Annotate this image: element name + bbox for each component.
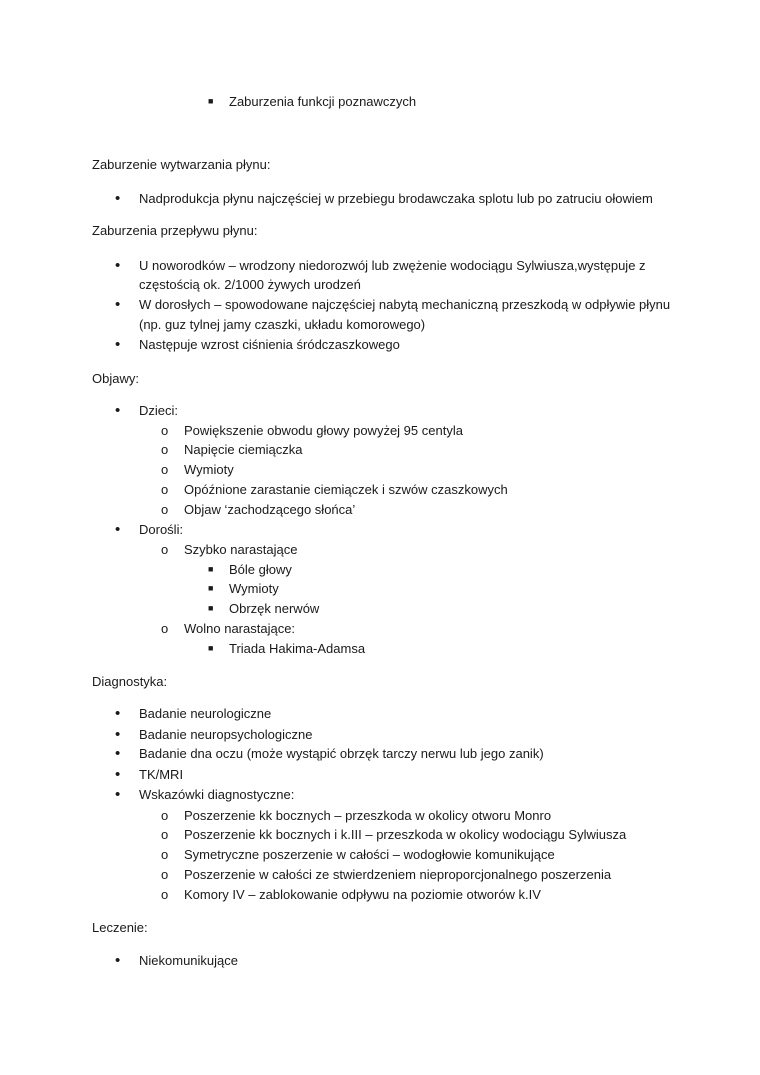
list-item: Wolno narastające: <box>184 621 296 636</box>
circle-bullet-icon: o <box>161 542 169 557</box>
section-heading: Diagnostyka: <box>92 674 168 689</box>
list-item: Objaw ‘zachodzącego słońca’ <box>184 502 356 517</box>
disc-bullet-icon: • <box>115 745 121 762</box>
list-item: Nadprodukcja płynu najczęściej w przebiegu brodawczaka splotu lub po zatruciu ołowiem <box>139 191 653 206</box>
disc-bullet-icon: • <box>115 705 121 722</box>
list-item: W dorosłych – spowodowane najczęściej nabytą mechaniczną przeszkodą w odpływie płynu <box>139 297 671 312</box>
list-item: Opóźnione zarastanie ciemiączek i szwów czaszkowych <box>184 482 508 497</box>
list-item: Bóle głowy <box>229 562 292 577</box>
circle-bullet-icon: o <box>161 887 169 902</box>
circle-bullet-icon: o <box>161 423 169 438</box>
list-item: Badanie dna oczu (może wystąpić obrzęk tarczy nerwu lub jego zanik) <box>139 746 544 761</box>
list-item: Poszerzenie w całości ze stwierdzeniem nieproporcjonalnego poszerzenia <box>184 867 612 882</box>
list-item: Dorośli: <box>139 522 184 537</box>
square-bullet-icon: ■ <box>208 583 214 593</box>
list-item-continuation: częstością ok. 2/1000 żywych urodzeń <box>139 277 361 292</box>
list-item: Triada Hakima-Adamsa <box>229 641 366 656</box>
circle-bullet-icon: o <box>161 808 169 823</box>
list-item: Komory IV – zablokowanie odpływu na poziomie otworów k.IV <box>184 887 541 902</box>
section-heading: Zaburzenia przepływu płynu: <box>92 223 258 238</box>
disc-bullet-icon: • <box>115 766 121 783</box>
square-bullet-icon: ■ <box>208 603 214 613</box>
list-item: Napięcie ciemiączka <box>184 442 303 457</box>
list-item: Badanie neuropsychologiczne <box>139 727 313 742</box>
disc-bullet-icon: • <box>115 952 121 969</box>
list-item: TK/MRI <box>139 767 184 782</box>
list-item: Wskazówki diagnostyczne: <box>139 787 295 802</box>
disc-bullet-icon: • <box>115 296 121 313</box>
section-heading: Leczenie: <box>92 920 148 935</box>
list-item: Wymioty <box>184 462 234 477</box>
list-item: Powiększenie obwodu głowy powyżej 95 centyla <box>184 423 463 438</box>
disc-bullet-icon: • <box>115 190 121 207</box>
circle-bullet-icon: o <box>161 482 169 497</box>
circle-bullet-icon: o <box>161 867 169 882</box>
disc-bullet-icon: • <box>115 786 121 803</box>
disc-bullet-icon: • <box>115 257 121 274</box>
circle-bullet-icon: o <box>161 621 169 636</box>
list-item-continuation: (np. guz tylnej jamy czaszki, układu komorowego) <box>139 317 426 332</box>
list-item: Symetryczne poszerzenie w całości – wodogłowie komunikujące <box>184 847 555 862</box>
list-item: Zaburzenia funkcji poznawczych <box>229 94 417 109</box>
list-item: Szybko narastające <box>184 542 298 557</box>
circle-bullet-icon: o <box>161 502 169 517</box>
list-item: Wymioty <box>229 581 279 596</box>
section-heading: Objawy: <box>92 371 139 386</box>
square-bullet-icon: ■ <box>208 564 214 574</box>
list-item: Następuje wzrost ciśnienia śródczaszkowego <box>139 337 400 352</box>
section-heading: Zaburzenie wytwarzania płynu: <box>92 157 271 172</box>
list-item: U noworodków – wrodzony niedorozwój lub zwężenie wodociągu Sylwiusza,występuje z <box>139 258 646 273</box>
square-bullet-icon: ■ <box>208 96 214 106</box>
list-item: Obrzęk nerwów <box>229 601 320 616</box>
disc-bullet-icon: • <box>115 336 121 353</box>
circle-bullet-icon: o <box>161 847 169 862</box>
disc-bullet-icon: • <box>115 726 121 743</box>
circle-bullet-icon: o <box>161 442 169 457</box>
list-item: Dzieci: <box>139 403 179 418</box>
disc-bullet-icon: • <box>115 402 121 419</box>
list-item: Niekomunikujące <box>139 953 238 968</box>
square-bullet-icon: ■ <box>208 643 214 653</box>
disc-bullet-icon: • <box>115 521 121 538</box>
circle-bullet-icon: o <box>161 827 169 842</box>
list-item: Poszerzenie kk bocznych – przeszkoda w okolicy otworu Monro <box>184 808 552 823</box>
list-item: Badanie neurologiczne <box>139 706 272 721</box>
list-item: Poszerzenie kk bocznych i k.III – przeszkoda w okolicy wodociągu Sylwiusza <box>184 827 627 842</box>
circle-bullet-icon: o <box>161 462 169 477</box>
